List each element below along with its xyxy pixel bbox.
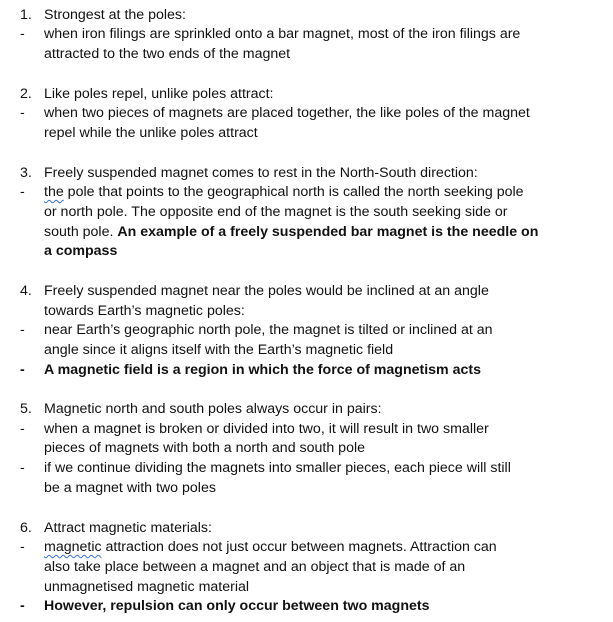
text-segment: Magnetic north and south poles always occur in pairs:	[44, 401, 382, 417]
text-segment: if we continue dividing the magnets into smaller pieces, each piece will still	[44, 460, 511, 476]
line-text	[44, 596, 430, 616]
text-segment: towards Earth’s magnetic poles:	[44, 303, 245, 319]
line-text	[44, 537, 497, 557]
text-segment: Attract magnetic materials:	[44, 520, 212, 536]
line-text	[44, 202, 508, 222]
list-number: 4.	[20, 283, 32, 299]
line-text	[44, 320, 493, 340]
text-segment: unmagnetised magnetic material	[44, 579, 250, 595]
bullet-dash: -	[20, 26, 25, 42]
line-text	[44, 281, 489, 301]
bullet-dash: -	[20, 184, 25, 200]
bold-text: a compass	[44, 243, 118, 259]
line-text	[44, 458, 511, 478]
spellcheck-word: magnetic	[44, 539, 102, 555]
text-segment: attracted to the two ends of the magnet	[44, 46, 291, 62]
text-segment: Freely suspended magnet near the poles would be inclined at an angle	[44, 283, 489, 299]
text-segment: near Earth’s geographic north pole, the magnet is tilted or inclined at an	[44, 322, 493, 338]
bullet-dash: -	[20, 105, 25, 121]
bullet-dash: -	[20, 460, 25, 476]
text-segment: be a magnet with two poles	[44, 480, 216, 496]
text-segment: repel while the unlike poles attract	[44, 125, 258, 141]
text-segment: when two pieces of magnets are placed together, the like poles of the magnet	[44, 105, 530, 121]
text-segment: pieces of magnets with both a north and south pole	[44, 440, 366, 456]
text-segment: Like poles repel, unlike poles attract:	[44, 86, 274, 102]
line-text	[44, 84, 274, 104]
list-number: 2.	[20, 86, 32, 102]
bullet-dash: -	[20, 322, 25, 338]
text-segment: when iron filings are sprinkled onto a bar magnet, most of the iron filings are	[44, 26, 521, 42]
line-text	[44, 163, 478, 183]
line-text	[44, 24, 520, 44]
text-segment: also take place between a magnet and an object that is made of an	[44, 559, 466, 575]
line-text	[44, 438, 365, 458]
spellcheck-word: the	[44, 184, 64, 200]
line-text	[44, 123, 258, 143]
line-text	[44, 518, 212, 538]
text-segment: Freely suspended magnet comes to rest in the North-South direction:	[44, 165, 478, 181]
line-text	[44, 5, 186, 25]
text-segment: when a magnet is broken or divided into two, it will result in two smaller	[44, 421, 489, 437]
line-text	[44, 301, 245, 321]
line-text	[44, 241, 117, 261]
line-text	[44, 419, 489, 439]
line-text	[44, 103, 530, 123]
text-segment: attraction does not just occur between magnets. Attraction can	[101, 539, 497, 555]
line-text	[44, 557, 465, 577]
text-segment: angle since it aligns itself with the Earth’s magnetic field	[44, 342, 394, 358]
bullet-dash: -	[20, 421, 25, 437]
bullet-dash: -	[20, 362, 25, 378]
bold-text: A magnetic field is a region in which the force of magnetism acts	[44, 362, 482, 378]
list-number: 3.	[20, 165, 32, 181]
line-text	[44, 222, 538, 242]
bullet-dash: -	[20, 539, 25, 555]
bold-text: However, repulsion can only occur between two magnets	[44, 598, 430, 614]
text-segment: Strongest at the poles:	[44, 7, 186, 23]
line-text	[44, 44, 290, 64]
bold-text: An example of a freely suspended bar magnet is the needle on	[117, 224, 539, 240]
text-segment: south pole.	[44, 224, 118, 240]
line-text	[44, 399, 382, 419]
text-segment: or north pole. The opposite end of the magnet is the south seeking side or	[44, 204, 508, 220]
bullet-dash: -	[20, 598, 25, 614]
list-number: 6.	[20, 520, 32, 536]
line-text	[44, 340, 393, 360]
line-text	[44, 182, 524, 202]
line-text	[44, 478, 216, 498]
line-text	[44, 360, 481, 380]
line-text	[44, 577, 249, 597]
text-segment: pole that points to the geographical north is called the north seeking pole	[63, 184, 524, 200]
list-number: 1.	[20, 7, 32, 23]
list-number: 5.	[20, 401, 32, 417]
